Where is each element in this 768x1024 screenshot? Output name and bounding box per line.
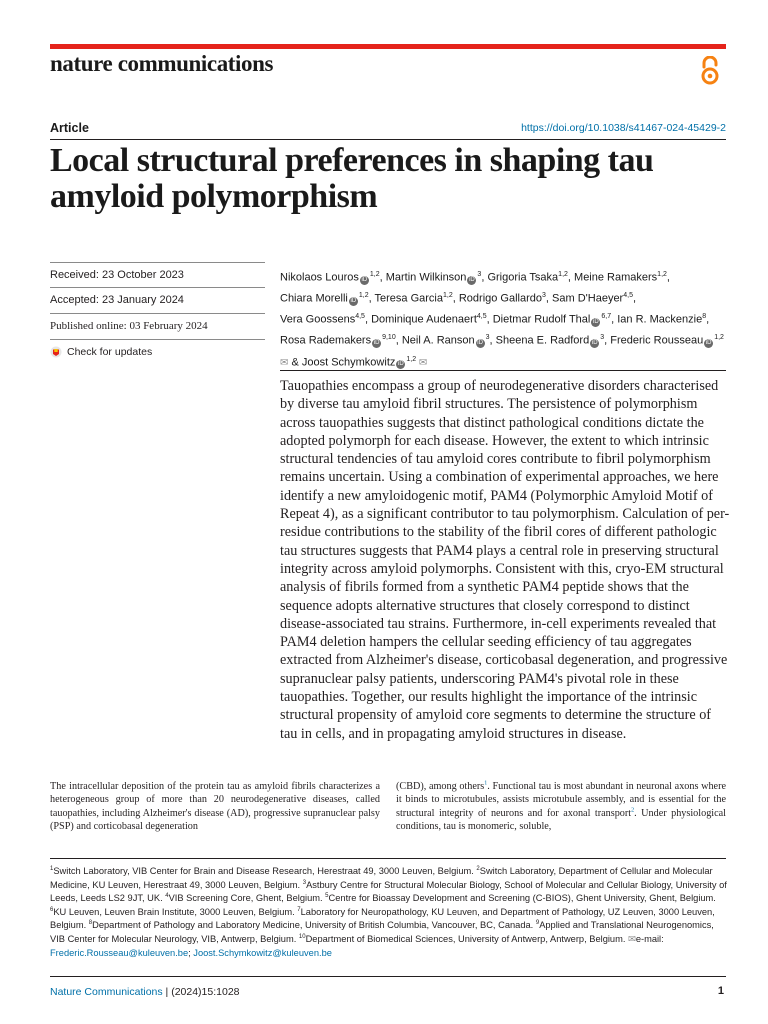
author-affiliation-number: 6,7 <box>601 313 612 321</box>
affiliation: Department of Biomedical Sciences, University of Antwerp, Antwerp, Belgium. <box>305 933 629 944</box>
published-date: Published online: 03 February 2024 <box>50 320 208 332</box>
affiliation: Centre for Bioassay Development and Screening (C-BIOS), Ghent University, Ghent, Belgium. <box>328 893 716 904</box>
author-affiliation-number: 3 <box>542 292 546 300</box>
author-affiliation-number: 3 <box>485 334 490 342</box>
body-column-right <box>396 780 726 834</box>
author-affiliation-number: 1,2 <box>443 292 453 300</box>
author-affiliation-number: 9,10 <box>382 334 396 342</box>
check-for-updates-button[interactable] <box>50 346 152 358</box>
affiliation: Switch Laboratory, Department of Cellular and Molecular Medicine, KU Leuven, Herestraat 49, 3000 Leuven, Belgium. <box>50 866 713 890</box>
author-affiliation-number: 1,2 <box>369 271 380 278</box>
author-affiliation-number: 3 <box>477 271 482 278</box>
affiliation: Switch Laboratory, VIB Center for Brain and Disease Research, Herestraat 49, 3000 Leuven, Belgium. <box>53 866 477 876</box>
affiliation: Astbury Centre for Structural Molecular Biology, School of Molecular and Cellular Biology, University of Leeds, Leeds LS2 9JT, UK. <box>50 879 727 904</box>
author-affiliation-number: 1,2 <box>558 271 568 278</box>
affiliations-divider <box>50 858 726 859</box>
email-label: e-mail: <box>635 933 664 944</box>
author-name[interactable]: Meine Ramakers <box>574 271 658 284</box>
affiliation: Department of Pathology and Laboratory Medicine, University of British Columbia, Vancouver, BC, Canada. <box>92 920 536 931</box>
email-separator: ; <box>188 947 194 958</box>
author-name[interactable]: Joost Schymkowitz <box>301 356 396 369</box>
orcid-icon[interactable]: iD <box>593 318 599 325</box>
author-name[interactable]: Chiara Morelli <box>280 292 348 305</box>
reference-link[interactable]: 1 <box>484 780 488 787</box>
orcid-icon[interactable]: iD <box>477 340 483 347</box>
author-affiliation-number: 1,2 <box>657 271 667 278</box>
author-name[interactable]: Vera Goossens <box>280 313 356 326</box>
orcid-icon[interactable]: iD <box>350 297 357 304</box>
journal-citation <box>50 986 240 998</box>
author-name[interactable]: Rosa Rademakers <box>280 335 372 348</box>
affiliation: VIB Screening Core, Ghent, Belgium. <box>168 893 326 904</box>
header-accent-rule <box>50 44 726 49</box>
body-text: . Functional tau is most abundant in neuronal axons where it binds to microtubules, assists microtubule assembly, and is essential for the structural integrity of neurons and for axonal transport <box>396 781 726 819</box>
reference-link[interactable]: 2 <box>631 807 635 814</box>
author-affiliation-number: 4,5 <box>355 313 365 321</box>
abstract: Tauopathies encompass a group of neurodegenerative disorders characterised by diverse tau amyloid fibril structures. The persistence of polymorphism across tauopathies suggests that distinct pathological conditions dictate the adopted polymorph for each disease. However, the extent to which intrinsic structural tendencies of tau amyloid cores contribute to fibril polymorphism remains uncertain. Using a combination of experimental approaches, we here identify a new amyloidogenic motif, PAM4 (Polymorphic Amyloid Motif of Repeat 4), as a significant contributor to tau polymorphism. Calculation of per-residue contributions to the stability of the fibril cores of different pathologic tau structures suggests that PAM4 plays a central role in preserving structural integrity across amyloid polymorphs. Consistent with this, cryo-EM structural analysis of fibrils formed from a synthetic PAM4 peptide shows that the sequence adopts alternative structures that closely correspond to distinct disease-associated tau strains. Furthermore, in-cell experiments revealed that PAM4 deletion hampers the cellular seeding efficiency of tau aggregates extracted from Alzheimer's disease, corticobasal degeneration, and progressive supranuclear palsy patients, underscoring PAM4's pivotal role in these tauopathies. Together, our results highlight the importance of the intrinsic structural propensity of amyloid core segments to determine the structure of tau in cells, and in propagating amyloid structures in disease. <box>280 378 730 742</box>
author-name[interactable]: Nikolaos Louros <box>280 271 359 284</box>
open-access-icon[interactable] <box>698 56 722 86</box>
citation-volume: (2024)15:1028 <box>171 986 240 998</box>
affiliation: Laboratory for Neuropathology, KU Leuven, and Department of Pathology, UZ Leuven, 3000 Leuven, Belgium. <box>50 906 715 931</box>
dates-divider <box>50 313 265 314</box>
mail-icon[interactable]: ✉ <box>416 357 428 369</box>
author-name[interactable]: Rodrigo Gallardo <box>458 292 543 305</box>
orcid-icon[interactable]: iD <box>705 340 712 347</box>
author-name[interactable]: Dietmar Rudolf Thal <box>492 313 591 326</box>
body-text: . Under physiological conditions, tau is monomeric, soluble, <box>396 807 727 833</box>
authors-divider <box>280 370 726 371</box>
dates-divider <box>50 262 265 263</box>
author-affiliation-number: 4,5 <box>476 313 487 321</box>
author-affiliation-number: 4,5 <box>623 292 633 300</box>
author-name[interactable]: Sheena E. Radford <box>495 335 590 348</box>
email-link-rousseau[interactable]: Frederic.Rousseau@kuleuven.be <box>50 947 189 958</box>
author-name[interactable]: Grigoria Tsaka <box>487 271 559 284</box>
affiliations: $^1$Switch Laboratory, VIB Center for Brain and Disease Research, Herestraat 49, 3000 Leuven, Belgium. $^2$Switch Laboratory, Department of Cellular and Molecular Medicine, KU Leuven, Herestraat 49, 3000 Leuven, Belgium. $^3$Astbury Centre for Structural Molecular Biology, School of Molecular and Cellular Biology, University of Leeds, Leeds LS2 9JT, UK. $^4$VIB Screening Core, Ghent, Belgium. $^5$Centre for Bioassay Development and Screening (C-BIOS), Ghent University, Ghent, Belgium. $^6$KU Leuven, Leuven Brain Institute, 3000 Leuven, Belgium. $^7$Laboratory for Neuropathology, KU Leuven, and Department of Pathology, UZ Leuven, 3000 Leuven, Belgium. $^8$Department of Pathology and Laboratory Medicine, University of British Columbia, Vancouver, BC, Canada. $^9$Applied and Translational Neurogenomics, VIB Center for Molecular Neurology, VIB, Antwerp, Belgium. $^{10}$Department of Biomedical Sciences, University of Antwerp, Antwerp, Belgium. ✉e-mail: Frederic.Rousseau@kuleuven.be; Joost.Schymkowitz@kuleuven.be <box>50 865 727 958</box>
dates-divider <box>50 287 265 288</box>
journal-link[interactable]: Nature Communications <box>50 986 163 998</box>
article-type-label: Article <box>50 121 89 135</box>
orcid-icon[interactable]: iD <box>398 361 404 368</box>
orcid-icon[interactable]: iD <box>469 276 475 283</box>
author-name[interactable]: Neil A. Ranson <box>401 335 475 348</box>
author-list: Nikolaos Louros iD$^{1,2}$, Martin Wilkinson $iD^3$, Grigoria Tsaka$^{1,2}$, Meine Ramakers$^{1,2}$, Chiara Morelli iD$^{1,2}$, Teresa Garcia$^{1,2}$, Rodrigo Gallardo$^3$, Sam D'Haeyer$^{4,5}$, Vera Goossens$^{4,5}$, Dominique Audenaert$^{4,5}$, Dietmar Rudolf Thal iD$^{6,7}$, Ian R. Mackenzie$^8$, Rosa Rademakers iD$^{9,10}$, Neil A. Ranson $iD^3$, Sheena E. Radford $iD^3$, Frederic Rousseau iD$^{1,2}$ ✉ & Joost Schymkowitz iD$^{1,2}$ ✉ <box>280 271 724 369</box>
doi-link[interactable]: https://doi.org/10.1038/s41467-024-45429-2 <box>521 122 726 134</box>
journal-name[interactable]: nature communications <box>50 51 274 76</box>
author-affiliation-number: 1,2 <box>406 355 417 363</box>
author-name[interactable]: Ian R. Mackenzie <box>617 313 703 326</box>
author-affiliation-number: 1,2 <box>714 334 724 342</box>
citation-separator: | <box>162 986 172 998</box>
check-updates-label: Check for updates <box>67 346 153 358</box>
mail-icon: ✉ <box>628 933 636 944</box>
author-affiliation-number: 8 <box>702 313 707 321</box>
author-affiliation-number: 3 <box>600 334 605 342</box>
email-link-schymkowitz[interactable]: Joost.Schymkowitz@kuleuven.be <box>193 947 332 958</box>
affiliation: KU Leuven, Leuven Brain Institute, 3000 Leuven, Belgium. <box>53 906 298 917</box>
title-divider <box>50 139 726 140</box>
orcid-icon[interactable]: iD <box>591 340 598 347</box>
author-name[interactable]: Sam D'Haeyer <box>552 292 624 305</box>
mail-icon[interactable]: ✉ <box>280 357 289 369</box>
body-column-left: The intracellular deposition of the protein tau as amyloid fibrils characterizes a heterogeneous group of more than 20 neurodegenerative diseases, called tauopathies, including Alzheimer's disease (AD), progressive supranuclear palsy (PSP) and corticobasal degeneration <box>50 781 380 833</box>
dates-divider <box>50 339 265 340</box>
orcid-icon[interactable]: iD <box>373 340 380 347</box>
author-name[interactable]: Teresa Garcia <box>374 292 443 305</box>
orcid-icon[interactable]: iD <box>361 276 368 283</box>
footer-divider <box>50 976 726 977</box>
author-affiliation-number: 1,2 <box>358 292 369 300</box>
author-name[interactable]: Martin Wilkinson <box>385 271 467 284</box>
body-text: (CBD), among others <box>396 781 485 792</box>
author-name[interactable]: Dominique Audenaert <box>371 313 477 326</box>
affiliation: Applied and Translational Neurogenomics, VIB Center for Molecular Neurology, VIB, Antwerp, Belgium. <box>50 920 714 944</box>
article-title: Local structural preferences in shaping tau amyloid polymorphism <box>50 142 654 215</box>
page-number: 1 <box>717 985 724 997</box>
author-name[interactable]: Frederic Rousseau <box>610 335 704 348</box>
accepted-date: Accepted: 23 January 2024 <box>50 294 184 306</box>
received-date: Received: 23 October 2023 <box>50 269 184 281</box>
check-updates-icon <box>50 346 62 358</box>
